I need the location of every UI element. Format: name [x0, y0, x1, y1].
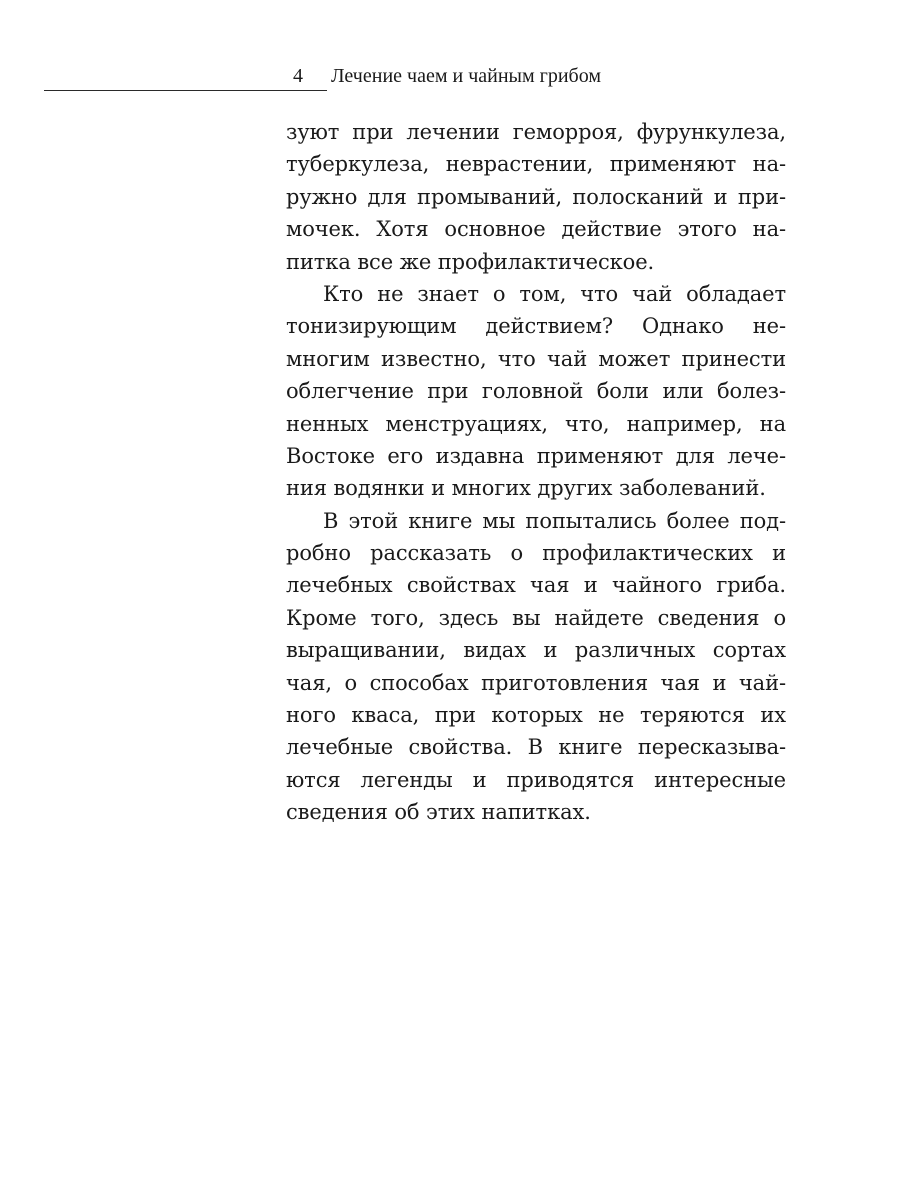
paragraph-1	[286, 116, 786, 278]
running-title: Лечение чаем и чайным грибом	[331, 65, 601, 87]
text-line: сведения об этих напитках.	[286, 800, 591, 825]
running-head	[44, 58, 684, 98]
text-line: ненных менструациях, что, например, на	[286, 411, 786, 436]
text-line: питка все же профилактическое.	[286, 249, 655, 274]
paragraph-2	[286, 278, 786, 505]
text-line: выращивании, видах и различных сортах	[286, 638, 786, 663]
text-line: лечебных свойствах чая и чайного гриба.	[286, 573, 786, 598]
text-line: В этой книге мы попытались более под-	[323, 508, 786, 533]
body-text	[286, 116, 786, 829]
text-line: ного кваса, при которых не теряются их	[286, 703, 786, 728]
text-line: тонизирующим действием? Однако не-	[286, 314, 786, 339]
text-line: Кто не знает о том, что чай обладает	[323, 281, 786, 306]
text-line: Востоке его издавна применяют для лече-	[286, 443, 786, 468]
text-line: робно рассказать о профилактических и	[286, 541, 786, 566]
paragraph-3	[286, 505, 786, 829]
text-line: ются легенды и приводятся интересные	[286, 767, 786, 792]
text-line: зуют при лечении геморроя, фурункулеза,	[286, 120, 786, 144]
text-line: ния водянки и многих других заболеваний.	[286, 476, 766, 501]
text-line: многим известно, что чай может принести	[286, 346, 786, 371]
text-line: облегчение при головной боли или болез-	[286, 379, 786, 404]
text-line: чая, о способах приготовления чая и чай-	[286, 670, 786, 695]
text-line: туберкулеза, неврастении, применяют на-	[286, 152, 786, 177]
text-line: мочек. Хотя основное действие этого на-	[286, 217, 786, 242]
text-line: Кроме того, здесь вы найдете сведения о	[286, 605, 786, 630]
text-line: лечебные свойства. В книге пересказыва-	[286, 735, 786, 760]
page-number: 4	[293, 65, 303, 87]
text-line: ружно для промываний, полосканий и при-	[286, 184, 786, 209]
header-rule	[44, 90, 327, 91]
